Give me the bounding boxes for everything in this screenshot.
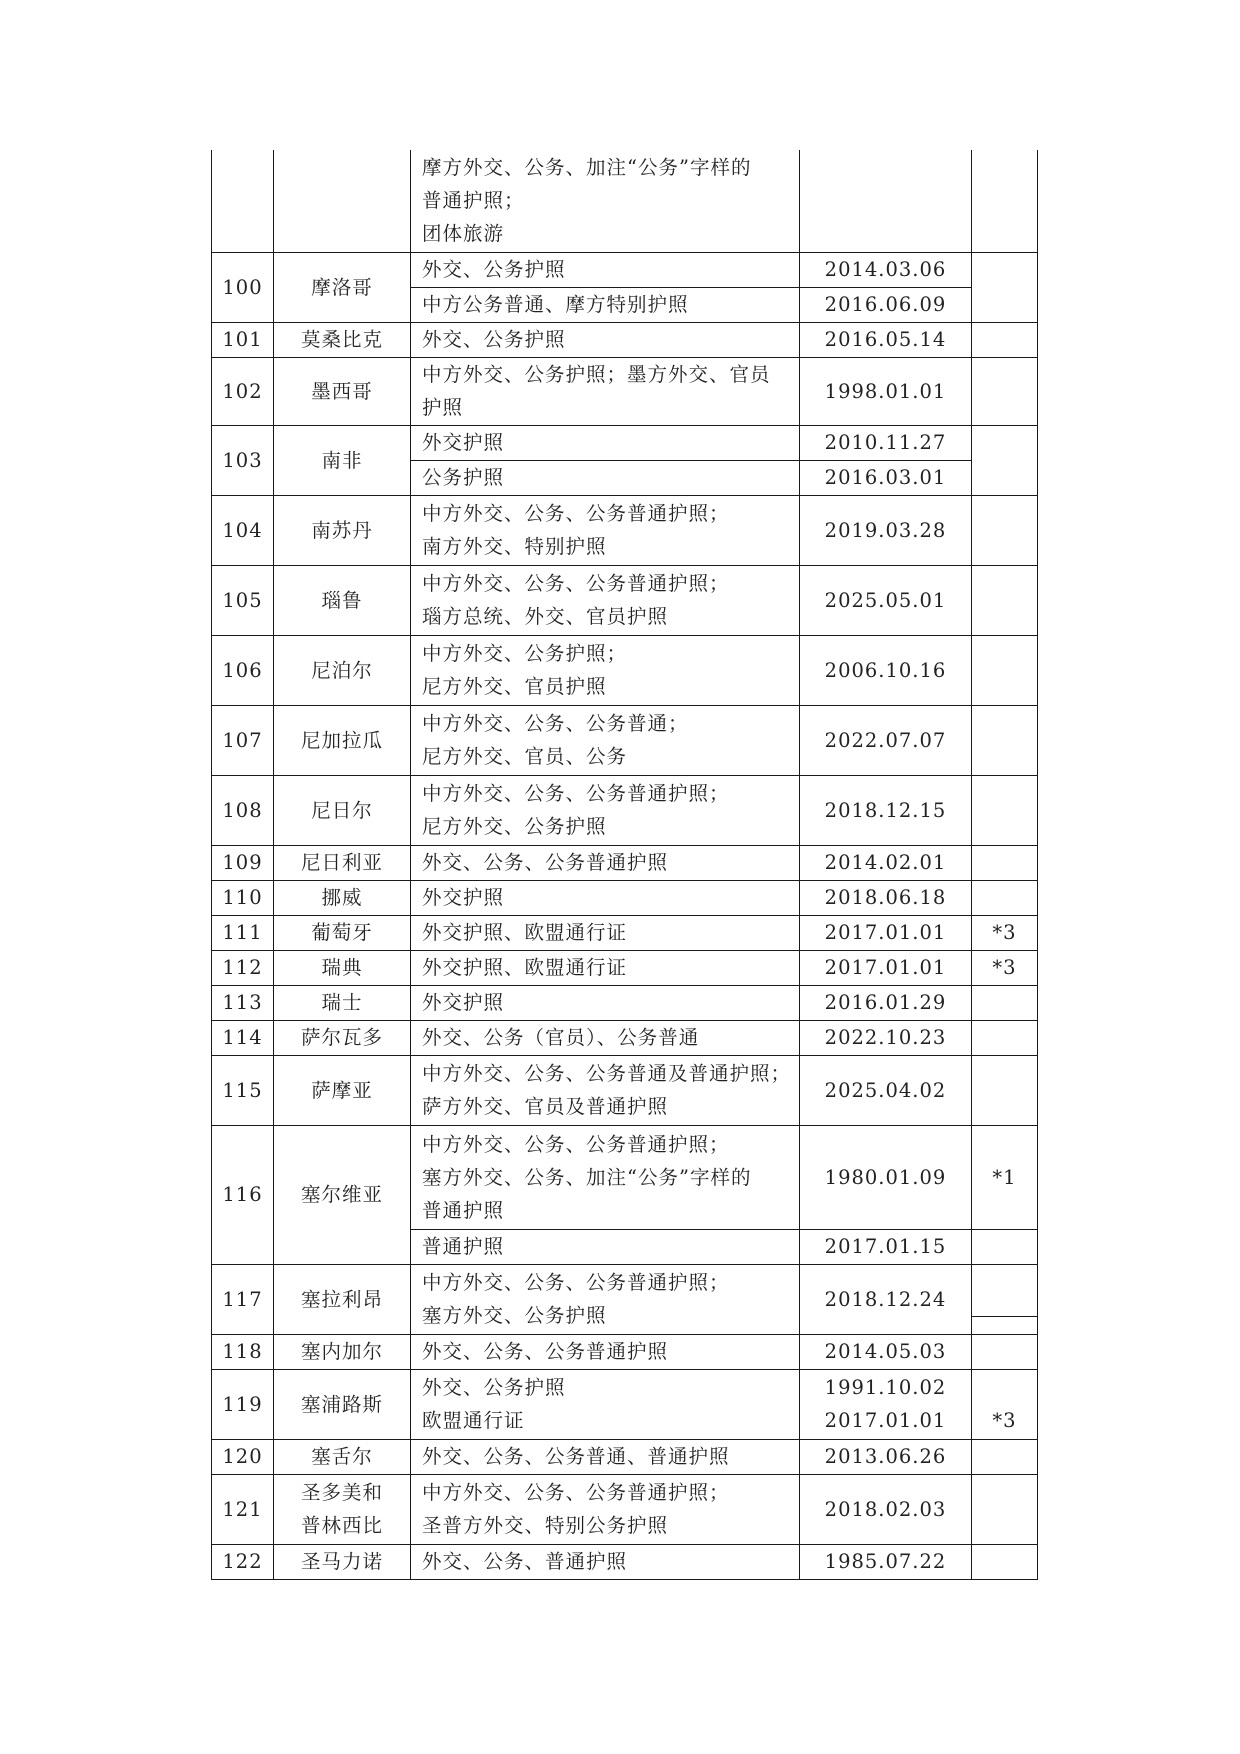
note-mark: *3	[992, 1408, 1017, 1432]
effective-date: 2017.01.15	[824, 1235, 947, 1258]
country-name-line: 挪威	[321, 886, 363, 909]
cell-country	[274, 950, 411, 985]
cell-passport-type	[411, 565, 800, 635]
passport-type-line: 中方外交、公务、公务普通护照；	[422, 572, 730, 595]
cell-passport-type	[411, 950, 800, 985]
passport-type-line: 外交、公务、普通护照	[422, 1550, 628, 1573]
cell-number: 117	[212, 1264, 274, 1334]
effective-date: 2016.01.29	[824, 991, 947, 1014]
effective-date: 2010.11.27	[824, 431, 947, 454]
cell-note	[972, 1474, 1038, 1544]
cell-number: 111	[212, 915, 274, 950]
cell-country	[274, 1334, 411, 1369]
cell-number: 103	[212, 425, 274, 495]
cell-passport-type	[411, 322, 800, 357]
cell-country	[274, 252, 411, 322]
effective-date: 2016.05.14	[824, 328, 947, 351]
effective-date: 1985.07.22	[824, 1550, 947, 1573]
cell-effective-date	[800, 705, 972, 775]
passport-type-line: 外交、公务、公务普通、普通护照	[422, 1445, 730, 1468]
cell-note	[972, 322, 1038, 357]
cell-country	[274, 1439, 411, 1474]
cell-effective-date	[800, 150, 972, 252]
cell-passport-type	[411, 1264, 800, 1334]
passport-type-line: 欧盟通行证	[422, 1409, 525, 1432]
cell-note	[972, 252, 1038, 322]
passport-type-line: 南方外交、特别护照	[422, 535, 607, 558]
cell-note	[972, 1020, 1038, 1055]
country-name-line: 塞尔维亚	[300, 1183, 383, 1206]
passport-type-line: 中方外交、公务、公务普通护照；	[422, 782, 730, 805]
cell-number: 115	[212, 1055, 274, 1125]
table-row	[212, 705, 1038, 775]
cell-passport-type	[411, 845, 800, 880]
country-name-line: 塞内加尔	[300, 1340, 383, 1363]
cell-note	[972, 635, 1038, 705]
cell-country	[274, 1020, 411, 1055]
cell-passport-type	[411, 495, 800, 565]
cell-effective-date	[800, 1474, 972, 1544]
cell-country	[274, 1474, 411, 1544]
country-name-line: 萨尔瓦多	[300, 1026, 383, 1049]
country-name-line: 尼加拉瓜	[300, 728, 383, 752]
note-mark: *1	[992, 1165, 1017, 1189]
cell-country	[274, 425, 411, 495]
cell-number: 100	[212, 252, 274, 322]
cell-effective-date	[800, 1055, 972, 1125]
passport-type-line: 中方外交、公务、公务普通护照；	[422, 502, 730, 525]
cell-effective-date	[800, 460, 972, 495]
cell-note	[972, 1125, 1038, 1229]
country-name-line: 塞浦路斯	[300, 1392, 383, 1416]
cell-country	[274, 1264, 411, 1334]
passport-type-line: 摩方外交、公务、加注“公务”字样的	[422, 156, 752, 180]
cell-note	[972, 495, 1038, 565]
visa-exemption-table	[211, 150, 1038, 1580]
cell-country	[274, 705, 411, 775]
cell-country	[274, 775, 411, 845]
cell-effective-date	[800, 322, 972, 357]
cell-note	[972, 425, 1038, 495]
passport-type-line: 护照	[422, 396, 464, 419]
table-row	[212, 322, 1038, 357]
cell-number: 120	[212, 1439, 274, 1474]
passport-type-line: 团体旅游	[422, 222, 505, 246]
table-row	[212, 150, 1038, 252]
cell-country	[274, 880, 411, 915]
cell-note	[972, 880, 1038, 915]
passport-type-line: 中方外交、公务、公务普通；	[422, 712, 689, 735]
passport-type-line: 塞方外交、公务、加注“公务”字样的	[422, 1165, 752, 1189]
cell-country	[274, 357, 411, 425]
table-row	[212, 950, 1038, 985]
cell-passport-type	[411, 775, 800, 845]
cell-passport-type	[411, 1474, 800, 1544]
passport-type-line: 普通护照	[422, 1198, 505, 1222]
effective-date: 2019.03.28	[824, 518, 947, 542]
effective-date: 2017.01.01	[824, 1409, 947, 1432]
country-name-line: 摩洛哥	[311, 275, 373, 299]
cell-effective-date	[800, 915, 972, 950]
cell-number: 121	[212, 1474, 274, 1544]
table-row	[212, 1474, 1038, 1544]
cell-passport-type	[411, 425, 800, 460]
cell-passport-type	[411, 635, 800, 705]
cell-number: 105	[212, 565, 274, 635]
cell-country	[274, 495, 411, 565]
cell-country	[274, 845, 411, 880]
cell-note	[972, 1544, 1038, 1579]
cell-effective-date	[800, 845, 972, 880]
cell-effective-date	[800, 1020, 972, 1055]
cell-effective-date	[800, 1264, 972, 1334]
passport-type-line: 尼方外交、官员、公务	[422, 745, 628, 768]
cell-note	[972, 150, 1038, 252]
cell-note	[972, 1055, 1038, 1125]
table-row	[212, 1020, 1038, 1055]
effective-date: 2018.12.24	[824, 1287, 947, 1311]
cell-passport-type	[411, 1020, 800, 1055]
cell-number: 114	[212, 1020, 274, 1055]
cell-effective-date	[800, 1125, 972, 1229]
effective-date: 2022.10.23	[824, 1026, 947, 1049]
cell-number: 107	[212, 705, 274, 775]
passport-type-line: 公务护照	[422, 466, 505, 489]
cell-number: 108	[212, 775, 274, 845]
country-name-line: 南非	[321, 448, 363, 472]
cell-passport-type	[411, 460, 800, 495]
passport-type-line: 外交、公务（官员）、公务普通	[422, 1026, 700, 1049]
cell-number: 109	[212, 845, 274, 880]
cell-passport-type	[411, 985, 800, 1020]
cell-country	[274, 985, 411, 1020]
country-name-line: 瑞典	[321, 956, 363, 979]
country-name-line: 墨西哥	[311, 379, 373, 403]
effective-date: 2016.06.09	[824, 293, 947, 316]
cell-effective-date	[800, 880, 972, 915]
passport-type-line: 外交、公务护照	[422, 1376, 566, 1399]
passport-type-line: 外交护照、欧盟通行证	[422, 956, 628, 979]
table-row	[212, 1334, 1038, 1369]
note-mark: *3	[992, 921, 1017, 944]
effective-date: 1980.01.09	[824, 1165, 947, 1189]
cell-number: 101	[212, 322, 274, 357]
table-row	[212, 915, 1038, 950]
cell-effective-date	[800, 775, 972, 845]
cell-country	[274, 915, 411, 950]
cell-number: 112	[212, 950, 274, 985]
cell-number: 102	[212, 357, 274, 425]
country-name-line: 瑞士	[321, 991, 363, 1014]
passport-type-line: 中方公务普通、摩方特别护照	[422, 293, 689, 316]
note-mark: *3	[992, 956, 1017, 979]
table-row	[212, 495, 1038, 565]
cell-note	[972, 1369, 1038, 1439]
passport-type-line: 中方外交、公务、公务普通护照；	[422, 1271, 730, 1294]
effective-date: 2014.02.01	[824, 851, 947, 874]
cell-note	[972, 1334, 1038, 1369]
cell-country	[274, 1055, 411, 1125]
passport-type-line: 尼方外交、官员护照	[422, 675, 607, 698]
cell-passport-type	[411, 880, 800, 915]
cell-note	[972, 705, 1038, 775]
table-row	[212, 985, 1038, 1020]
country-name-line: 瑙鲁	[321, 588, 363, 612]
table-row	[212, 1055, 1038, 1125]
country-name-line: 葡萄牙	[311, 921, 373, 944]
effective-date: 2017.01.01	[824, 921, 947, 944]
cell-effective-date	[800, 357, 972, 425]
cell-number: 110	[212, 880, 274, 915]
cell-effective-date	[800, 425, 972, 460]
country-name-line: 尼日利亚	[300, 851, 383, 874]
cell-number: 116	[212, 1125, 274, 1264]
effective-date: 2025.04.02	[824, 1078, 947, 1102]
cell-effective-date	[800, 1544, 972, 1579]
cell-passport-type	[411, 1544, 800, 1579]
cell-note	[972, 915, 1038, 950]
passport-type-line: 外交护照	[422, 431, 505, 454]
passport-type-line: 外交、公务护照	[422, 328, 566, 351]
cell-note	[972, 985, 1038, 1020]
cell-number: 113	[212, 985, 274, 1020]
cell-effective-date	[800, 252, 972, 287]
cell-passport-type	[411, 1125, 800, 1229]
passport-type-line: 中方外交、公务、公务普通及普通护照；	[422, 1062, 792, 1085]
cell-number	[212, 150, 274, 252]
effective-date: 2006.10.16	[824, 658, 947, 682]
effective-date: 2017.01.01	[824, 956, 947, 979]
cell-effective-date	[800, 950, 972, 985]
effective-date: 2018.06.18	[824, 886, 947, 909]
cell-note	[972, 950, 1038, 985]
cell-country	[274, 565, 411, 635]
cell-effective-date	[800, 565, 972, 635]
cell-passport-type	[411, 287, 800, 322]
cell-note	[972, 1229, 1038, 1264]
passport-type-line: 中方外交、公务护照；墨方外交、官员	[422, 363, 771, 386]
cell-note	[972, 357, 1038, 425]
table-row	[212, 1264, 1038, 1334]
cell-passport-type	[411, 1369, 800, 1439]
cell-passport-type	[411, 150, 800, 252]
cell-passport-type	[411, 252, 800, 287]
cell-number: 106	[212, 635, 274, 705]
cell-country	[274, 1544, 411, 1579]
cell-note	[972, 775, 1038, 845]
cell-effective-date	[800, 1369, 972, 1439]
passport-type-line: 外交护照	[422, 991, 505, 1014]
country-name-line: 圣马力诺	[300, 1550, 383, 1573]
passport-type-line: 外交护照、欧盟通行证	[422, 921, 628, 944]
table-row	[212, 1544, 1038, 1579]
cell-effective-date	[800, 1439, 972, 1474]
table-row	[212, 1369, 1038, 1439]
cell-passport-type	[411, 1229, 800, 1264]
cell-country	[274, 635, 411, 705]
cell-passport-type	[411, 1439, 800, 1474]
passport-type-line: 外交护照	[422, 886, 505, 909]
cell-effective-date	[800, 495, 972, 565]
table-row	[212, 357, 1038, 425]
cell-number: 118	[212, 1334, 274, 1369]
cell-effective-date	[800, 635, 972, 705]
effective-date: 2018.12.15	[824, 798, 947, 822]
cell-passport-type	[411, 1055, 800, 1125]
passport-type-line: 中方外交、公务护照；	[422, 642, 628, 665]
effective-date: 2016.03.01	[824, 466, 947, 489]
cell-country	[274, 1369, 411, 1439]
passport-type-line: 中方外交、公务、公务普通护照；	[422, 1132, 730, 1156]
table-row	[212, 880, 1038, 915]
country-name-line: 塞舌尔	[311, 1445, 373, 1468]
table-row	[212, 845, 1038, 880]
country-name-line: 萨摩亚	[311, 1078, 373, 1102]
passport-type-line: 萨方外交、官员及普通护照	[422, 1095, 669, 1118]
cell-effective-date	[800, 1229, 972, 1264]
passport-type-line: 普通护照	[422, 1235, 505, 1258]
cell-number: 119	[212, 1369, 274, 1439]
cell-note	[972, 565, 1038, 635]
cell-passport-type	[411, 357, 800, 425]
passport-type-line: 圣普方外交、特别公务护照	[422, 1514, 669, 1537]
table-row	[212, 775, 1038, 845]
passport-type-line: 塞方外交、公务护照	[422, 1304, 607, 1327]
country-name-line: 普林西比	[300, 1514, 383, 1537]
cell-effective-date	[800, 985, 972, 1020]
table-row	[212, 252, 1038, 287]
country-name-line: 南苏丹	[311, 518, 373, 542]
effective-date: 2018.02.03	[824, 1497, 947, 1521]
table-row	[212, 1439, 1038, 1474]
effective-date: 1991.10.02	[824, 1376, 947, 1399]
cell-passport-type	[411, 705, 800, 775]
table-row	[212, 425, 1038, 460]
passport-type-line: 中方外交、公务、公务普通护照；	[422, 1481, 730, 1504]
table-row	[212, 565, 1038, 635]
effective-date: 2014.03.06	[824, 258, 947, 281]
cell-passport-type	[411, 1334, 800, 1369]
table-row	[212, 1125, 1038, 1229]
country-name-line: 莫桑比克	[300, 328, 383, 351]
effective-date: 2025.05.01	[824, 588, 947, 612]
cell-effective-date	[800, 287, 972, 322]
table-row	[212, 635, 1038, 705]
cell-country	[274, 150, 411, 252]
cell-country	[274, 1125, 411, 1264]
passport-type-line: 外交、公务护照	[422, 258, 566, 281]
passport-type-line: 外交、公务、公务普通护照	[422, 851, 669, 874]
cell-effective-date	[800, 1334, 972, 1369]
passport-type-line: 瑙方总统、外交、官员护照	[422, 605, 669, 628]
country-name-line: 尼泊尔	[311, 658, 373, 682]
cell-passport-type	[411, 915, 800, 950]
effective-date: 2014.05.03	[824, 1340, 947, 1363]
passport-type-line: 尼方外交、公务护照	[422, 815, 607, 838]
cell-note	[972, 845, 1038, 880]
passport-type-line: 外交、公务、公务普通护照	[422, 1340, 669, 1363]
cell-country	[274, 322, 411, 357]
country-name-line: 塞拉利昂	[300, 1287, 383, 1311]
cell-note	[972, 1439, 1038, 1474]
cell-number: 104	[212, 495, 274, 565]
cell-note	[972, 1264, 1038, 1334]
effective-date: 2022.07.07	[824, 728, 947, 752]
effective-date: 2013.06.26	[824, 1445, 947, 1468]
cell-number: 122	[212, 1544, 274, 1579]
effective-date: 1998.01.01	[824, 379, 947, 403]
country-name-line: 圣多美和	[300, 1481, 383, 1504]
passport-type-line: 普通护照；	[422, 189, 525, 213]
country-name-line: 尼日尔	[311, 798, 373, 822]
